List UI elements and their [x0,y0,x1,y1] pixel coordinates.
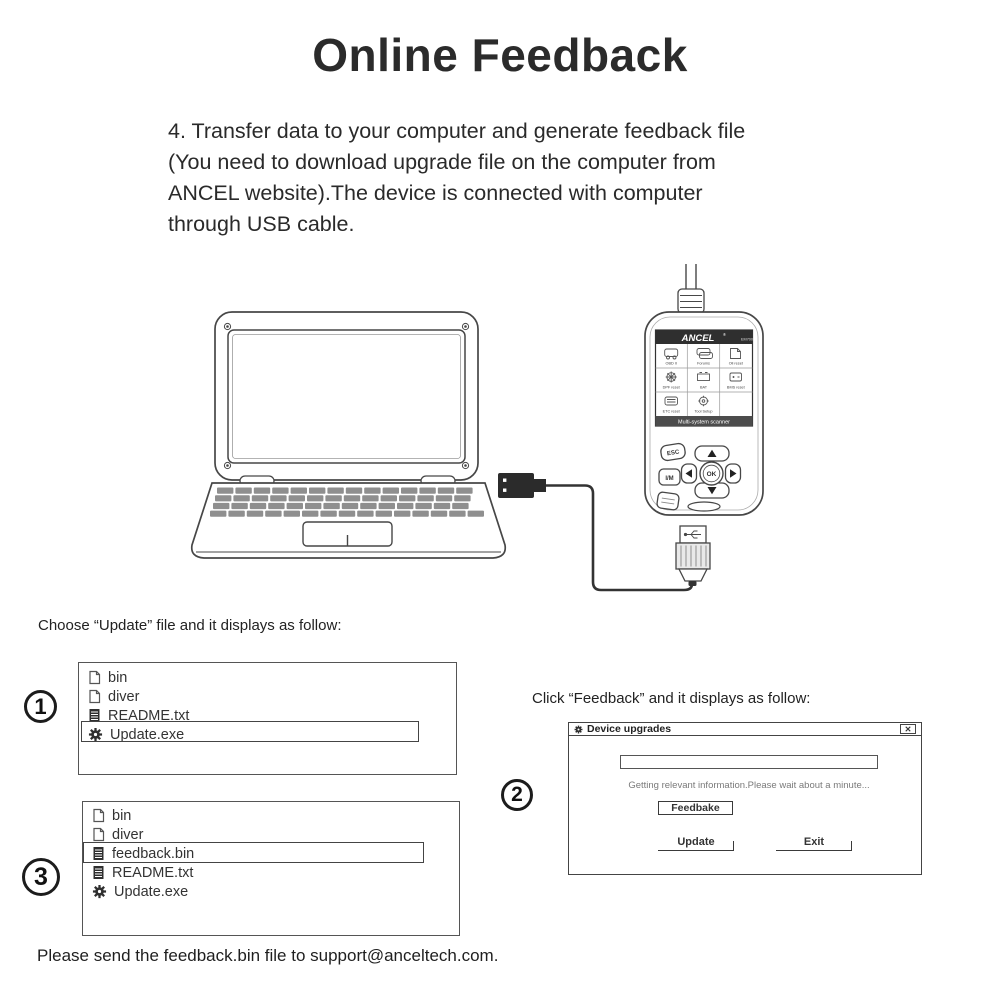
registered-mark: ® [723,332,726,337]
update-button[interactable]: Update [658,834,734,851]
esc-button-label: ESC [666,449,680,458]
click-feedback-caption: Click “Feedback” and it displays as follow: [532,690,811,707]
file-row[interactable] [79,687,456,706]
usb-mini-connector-icon [676,526,710,586]
file-list-box-2 [82,801,460,936]
model-label: EM700 [741,337,754,342]
gear-icon [92,884,107,899]
file-name: feedback.bin [112,845,195,862]
step-number: 2 [511,783,523,806]
svg-text:OBD II: OBD II [665,361,677,366]
feedback-button[interactable]: Feedbake [658,801,733,815]
step-badge-3 [22,858,60,896]
status-text: Getting relevant information.Please wait about a minute... [628,780,870,791]
step-number: 3 [34,862,48,891]
dialog-title: Device upgrades [587,723,672,735]
svg-text:Forums: Forums [697,361,710,366]
file-name: Update.exe [110,726,185,743]
svg-text:DPF reset: DPF reset [662,385,680,390]
device-upgrades-dialog [568,722,922,875]
instruction-line: 4. Transfer data to your computer and generate feedback file [168,119,746,143]
file-name: bin [112,807,132,824]
file-row-selected[interactable] [83,844,459,863]
file-row[interactable] [83,825,459,844]
file-row-selected[interactable] [79,725,456,744]
file-name: README.txt [108,707,190,724]
brand-logo: ANCEL [681,333,715,344]
step-number: 1 [34,693,47,719]
file-name: bin [108,669,128,686]
scanner-device-illustration [645,264,763,586]
progress-bar [620,755,878,769]
file-name: diver [108,688,140,705]
support-email-note: Please send the feedback.bin file to support@anceltech.com. [37,946,499,965]
file-name: README.txt [112,864,194,881]
usb-plug-icon [498,473,546,498]
svg-text:ETC reset: ETC reset [662,409,680,414]
document-icon [92,846,105,861]
page-title: Online Feedback [312,29,688,81]
step-badge-1 [24,690,57,723]
file-list-box-1 [78,662,457,775]
connection-illustration [150,250,820,610]
instruction-paragraph [168,116,745,240]
svg-text:BAT: BAT [699,385,708,390]
svg-text:Tool Setup: Tool Setup [694,409,713,414]
file-row[interactable] [79,668,456,687]
ok-button-label: OK [706,471,717,478]
instruction-line: ANCEL website).The device is connected with computer [168,181,703,205]
close-icon[interactable] [900,724,916,734]
choose-update-caption: Choose “Update” file and it displays as follow: [38,617,342,634]
instruction-line: (You need to download upgrade file on the computer from [168,150,716,174]
folder-icon [92,808,105,823]
im-button-label: I/M [665,476,674,482]
document-icon [88,708,101,723]
gear-icon [574,725,583,734]
dialog-titlebar [569,723,921,736]
instruction-line: through USB cable. [168,212,355,236]
file-name: diver [112,826,144,843]
scanner-screen [656,330,754,426]
file-row[interactable] [83,806,459,825]
file-name: Update.exe [114,883,189,900]
file-row[interactable] [79,706,456,725]
laptop-illustration [192,312,506,558]
folder-icon [88,670,101,685]
svg-text:Oil reset: Oil reset [728,361,743,366]
exit-button[interactable]: Exit [776,834,852,851]
folder-icon [88,689,101,704]
svg-text:BMS reset: BMS reset [726,385,745,390]
file-row[interactable] [83,863,459,882]
step-badge-2 [501,779,533,811]
screen-footer-label: Multi-system scanner [678,419,730,426]
file-row[interactable] [83,882,459,901]
folder-icon [92,827,105,842]
document-icon [92,865,105,880]
gear-icon [88,727,103,742]
